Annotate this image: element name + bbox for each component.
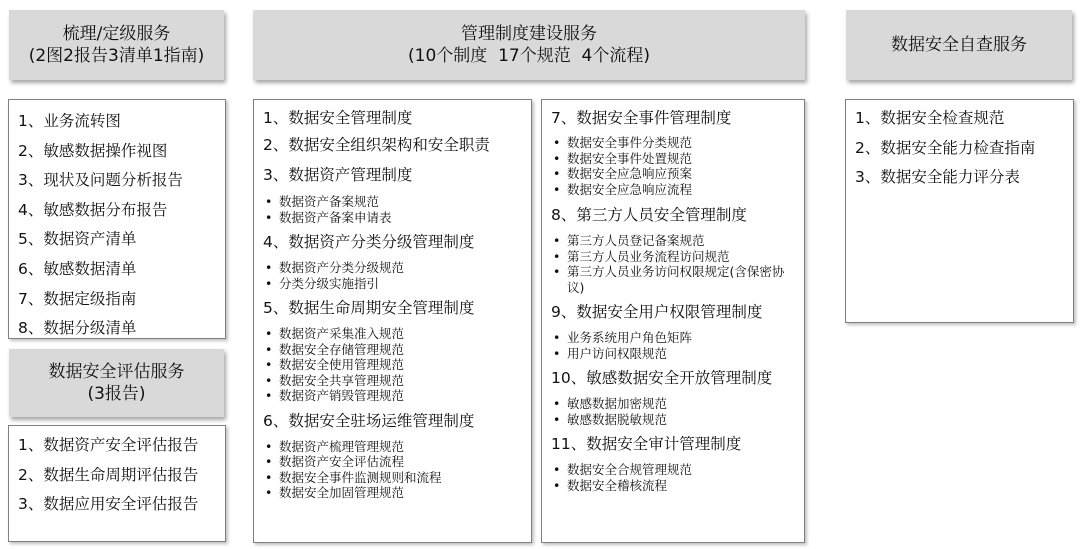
section-title: 4、数据资产分类分级管理制度 [263,233,475,251]
list-item: • 数据资产采集准入规范 [263,326,531,342]
list-item: • 第三方人员登记备案规范 [551,233,791,249]
list-item: • 数据安全应急响应流程 [551,182,804,198]
sort-service-subtitle: (2图2报告3清单1指南) [28,46,205,66]
bullet-list [551,330,804,361]
section-title: 2、数据安全组织架构和安全职责 [263,136,490,154]
list-item: 3、现状及问题分析报告 [18,171,183,190]
list-item: • 数据安全加固管理规范 [263,485,531,501]
section-title: 9、数据安全用户权限管理制度 [551,303,763,321]
mgmt-service-title: 管理制度建设服务 [461,24,597,44]
section-title: 5、数据生命周期安全管理制度 [263,299,475,317]
list-item: • 数据安全共享管理规范 [263,373,531,389]
list-item: 8、数据分级清单 [18,319,137,338]
sort-service-title: 梳理/定级服务 [62,24,171,44]
section-title: 10、敏感数据安全开放管理制度 [551,369,773,387]
list-item: 1、数据安全检查规范 [855,109,1005,127]
list-item: • 第三方人员业务访问权限规定(含保密协议) [551,264,791,295]
list-item: • 数据资产备案规范 [263,194,531,210]
mgmt-left-box [253,99,532,543]
list-item: 7、数据定级指南 [18,289,137,308]
list-item: 1、数据资产安全评估报告 [18,436,199,454]
bullet-list [551,396,804,427]
list-item: • 数据安全事件分类规范 [551,135,804,151]
section-title: 8、第三方人员安全管理制度 [551,206,747,224]
list-item: • 数据资产备案申请表 [263,210,531,226]
list-item: 2、数据安全能力检查指南 [855,138,1036,157]
selfcheck-service-list [855,104,1073,193]
list-item: 1、业务流转图 [18,112,121,130]
section-title: 11、数据安全审计管理制度 [551,435,742,453]
list-item: • 数据资产安全评估流程 [263,454,531,470]
list-item: • 数据资产销毁管理规范 [263,388,531,404]
bullet-list [263,260,531,291]
section-title: 1、数据安全管理制度 [263,109,413,127]
bullet-list [263,439,531,501]
section-title: 6、数据安全驻场运维管理制度 [263,411,475,430]
assess-service-title: 数据安全评估服务 [48,362,185,382]
selfcheck-service-header [846,10,1072,80]
list-item: 3、数据安全能力评分表 [855,168,1020,187]
mgmt-service-header [253,10,805,80]
bullet-list [551,462,804,493]
bullet-list [263,326,531,404]
list-item: • 数据安全存储管理规范 [263,342,531,358]
assess-service-header [9,349,224,417]
list-item: • 敏感数据加密规范 [551,396,804,412]
mgmt-service-subtitle: (10个制度 17个规范 4个流程) [408,46,650,66]
bullet-list [263,194,531,225]
list-item: • 数据安全合规管理规范 [551,462,804,478]
list-item: • 数据安全应急响应预案 [551,166,804,182]
list-item: • 敏感数据脱敏规范 [551,412,804,428]
list-item: • 用户访问权限规范 [551,346,804,362]
bullet-list [551,135,804,197]
sort-service-header [9,10,224,80]
list-item: 5、数据资产清单 [18,230,137,249]
list-item: 6、敏感数据清单 [18,259,137,278]
list-item: 4、敏感数据分布报告 [18,200,168,219]
list-item: 3、数据应用安全评估报告 [18,495,199,514]
list-item: • 数据资产分类分级规范 [263,260,531,276]
assess-service-list-box [8,425,226,542]
list-item: • 数据资产梳理管理规范 [263,439,531,455]
sort-service-list [18,107,225,344]
selfcheck-service-title: 数据安全自查服务 [891,35,1027,55]
sort-service-list-box [8,99,226,339]
bullet-list [551,233,791,295]
assess-service-list [18,431,225,520]
section-title: 7、数据安全事件管理制度 [551,109,732,127]
list-item: • 数据安全事件处置规范 [551,151,804,167]
assess-service-subtitle: (3报告) [87,384,146,404]
list-item: 2、数据生命周期评估报告 [18,465,199,484]
list-item: • 数据安全稽核流程 [551,478,804,494]
list-item: • 数据安全事件监测规则和流程 [263,470,531,486]
list-item: 2、敏感数据操作视图 [18,141,168,160]
mgmt-right-box [541,99,805,543]
list-item: • 业务系统用户角色矩阵 [551,330,804,346]
selfcheck-service-list-box [845,99,1074,323]
section-title: 3、数据资产管理制度 [263,166,413,184]
list-item: • 分类分级实施指引 [263,276,531,292]
list-item: • 数据安全使用管理规范 [263,357,531,373]
list-item: • 第三方人员业务流程访问规范 [551,249,791,265]
